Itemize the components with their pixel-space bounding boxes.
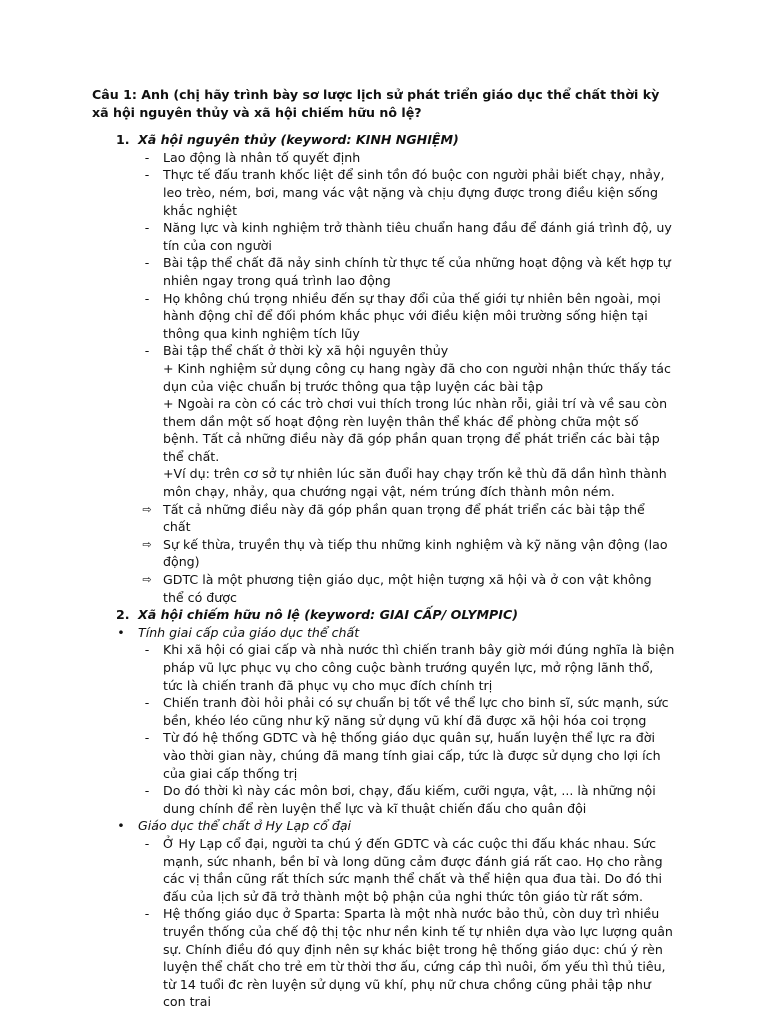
list-item-text: Năng lực và kinh nghiệm trở thành tiêu chuẩn hang đầu để đánh giá trình độ, uy tín của con người — [163, 220, 672, 253]
section-1-title — [92, 131, 676, 149]
section-2-title — [92, 606, 676, 624]
list-item-text: Do đó thời kì này các môn bơi, chạy, đấu kiếm, cưỡi ngựa, vật, ... là những nội dung chính để rèn luyện thể lực và kĩ thuật chiến đấu cho quân đội — [163, 783, 656, 816]
list-item — [92, 219, 676, 254]
dash-bullet: - — [144, 343, 150, 359]
list-item-text: Bài tập thể chất ở thời kỳ xã hội nguyên thủy — [163, 343, 449, 359]
list-item-text: Khi xã hội có giai cấp và nhà nước thì chiến tranh bây giờ mới đúng nghĩa là biện pháp vũ lực phục vụ cho công cuộc bành trướng quyền lực, mở rộng lãnh thổ, tức là chiến tranh đã phục vụ cho mục đích chính trị — [163, 642, 675, 693]
list-item — [92, 290, 676, 343]
list-item — [92, 166, 676, 219]
bullet-dot-icon: • — [117, 818, 125, 834]
dash-bullet: - — [144, 835, 150, 851]
section-2-number: 2. — [116, 607, 130, 623]
subsection-title: Tính giai cấp của giáo dục thể chất — [138, 624, 360, 640]
dash-bullet: - — [144, 695, 150, 711]
subsection-heading — [92, 624, 676, 642]
list-item-text: Từ đó hệ thống GDTC và hệ thống giáo dục quân sự, huấn luyện thể lực ra đời vào thời gian này, chúng đã mang tính giai cấp, tức là được sử dụng cho lợi ích của giai cấp thống trị — [163, 730, 661, 781]
list-item-text: Bài tập thể chất đã nảy sinh chính từ thực tế của những hoạt động và kết hợp tự nhiên ngay trong quá trình lao động — [163, 255, 671, 288]
plus-paragraph: + Ngoài ra còn có các trò chơi vui thích trong lúc nhàn rỗi, giải trí và về sau còn them dần một số hoạt động rèn luyện thân thể khác để phòng chữa một số bệnh. Tất cả những điều này đã góp phần quan trọng để phát triển các bài tập thể chất. — [163, 396, 668, 464]
list-item — [92, 571, 676, 606]
list-item — [92, 905, 676, 1011]
subsection-heading — [92, 817, 676, 835]
list-item-text: Họ không chú trọng nhiều đến sự thay đổi của thế giới tự nhiên bên ngoài, mọi hành động chỉ để đối phóm khắc phục với điều kiện môi trường sống hiện tại thông qua kinh nghiệm tích lũy — [163, 290, 661, 341]
list-item — [92, 835, 676, 905]
list-item-text: Sự kế thừa, truyền thụ và tiếp thu những kinh nghiệm và kỹ năng vận động (lao động) — [163, 536, 668, 570]
arrow-right-icon: ⇨ — [142, 502, 152, 516]
list-item-text: GDTC là một phương tiện giáo dục, một hiện tượng xã hội và ở con vật không thể có được — [163, 572, 652, 605]
dash-bullet: - — [144, 220, 150, 236]
plus-paragraph: + Kinh nghiệm sử dụng công cụ hang ngày đã cho con người nhận thức thấy tác dụn của việc chuẩn bị trước thông qua tập luyện các bài tập — [163, 360, 671, 394]
arrow-right-icon: ⇨ — [142, 573, 152, 587]
list-item — [92, 149, 676, 167]
list-item — [92, 641, 676, 694]
section-1-number: 1. — [116, 132, 130, 148]
dash-bullet: - — [144, 642, 150, 658]
question-heading: Câu 1: Anh (chị hãy trình bày sơ lược lịch sử phát triển giáo dục thể chất thời kỳ xã hội nguyên thủy và xã hội chiếm hữu nô lệ? — [92, 87, 660, 120]
plus-paragraph: +Ví dụ: trên cơ sở tự nhiên lúc săn đuổi hay chạy trốn kẻ thù đã dần hình thành môn chạy, nhảy, qua chướng ngại vật, ném trúng đích thành môn ném. — [163, 466, 667, 500]
dash-bullet: - — [144, 906, 150, 922]
list-item — [92, 729, 676, 782]
section-1-title-text: Xã hội nguyên thủy (keyword: KINH NGHIỆM) — [138, 132, 459, 148]
list-item — [92, 342, 676, 360]
list-item-text: Chiến tranh đòi hỏi phải có sự chuẩn bị tốt về thể lực cho binh sĩ, sức mạnh, sức bền, khéo léo cũng như kỹ năng sử dụng vũ khí đã được xã hội hóa coi trọng — [163, 695, 669, 728]
list-item-text: Tất cả những điều này đã góp phần quan trọng để phát triển các bài tập thể chất — [163, 501, 645, 535]
dash-bullet: - — [144, 255, 150, 271]
bullet-dot-icon: • — [117, 624, 125, 640]
list-item-text: Hệ thống giáo dục ở Sparta: Sparta là một nhà nước bảo thủ, còn duy trì nhiều truyền thống của chế độ thị tộc như nền kinh tế tự nhiên dựa vào lực lượng quân sự. Chính điều đó quy định nên sự khác biệt trong hệ thống giáo dục: chú ý rèn luyện thể chất cho trẻ em từ thời thơ ấu, cứng cáp thì nuôi, ốm yếu thì thủ tiêu, từ 14 tuổi đc rèn luyện sử dụng vũ khí, phụ nữ chưa chồng cũng phải tập như con trai — [163, 906, 673, 1010]
list-item — [92, 782, 676, 817]
document-page — [92, 86, 676, 1011]
list-item-text: Lao động là nhân tố quyết định — [163, 149, 361, 165]
dash-bullet: - — [144, 290, 150, 306]
dash-bullet: - — [144, 167, 150, 183]
section-2-title-text: Xã hội chiếm hữu nô lệ (keyword: GIAI CẤP/ OLYMPIC) — [138, 607, 518, 623]
dash-bullet: - — [144, 149, 150, 165]
dash-bullet: - — [144, 783, 150, 799]
dash-bullet: - — [144, 730, 150, 746]
subsection-title: Giáo dục thể chất ở Hy Lạp cổ đại — [138, 818, 352, 834]
list-item — [92, 536, 676, 571]
list-item — [92, 694, 676, 729]
list-item — [92, 254, 676, 289]
list-item-text: Thực tế đấu tranh khốc liệt để sinh tồn đó buộc con người phải biết chạy, nhảy, leo trèo, ném, bơi, mang vác vật nặng và chịu đựng được trong điều kiện sống khắc nghiệt — [163, 167, 665, 218]
list-item-text: Ở Hy Lạp cổ đại, người ta chú ý đến GDTC và các cuộc thi đấu khác nhau. Sức mạnh, sức nhanh, bền bỉ và long dũng cảm được đánh giá rất cao. Họ cho rằng các vị thần cũng rất thích sức mạnh thể chất và thể hiện qua đua tài. Do đó thi đấu của lịch sử đã trở thành một bộ phận của nghi thức tôn giáo từ rất sớm. — [163, 835, 663, 904]
arrow-right-icon: ⇨ — [142, 537, 152, 551]
list-item — [92, 501, 676, 536]
